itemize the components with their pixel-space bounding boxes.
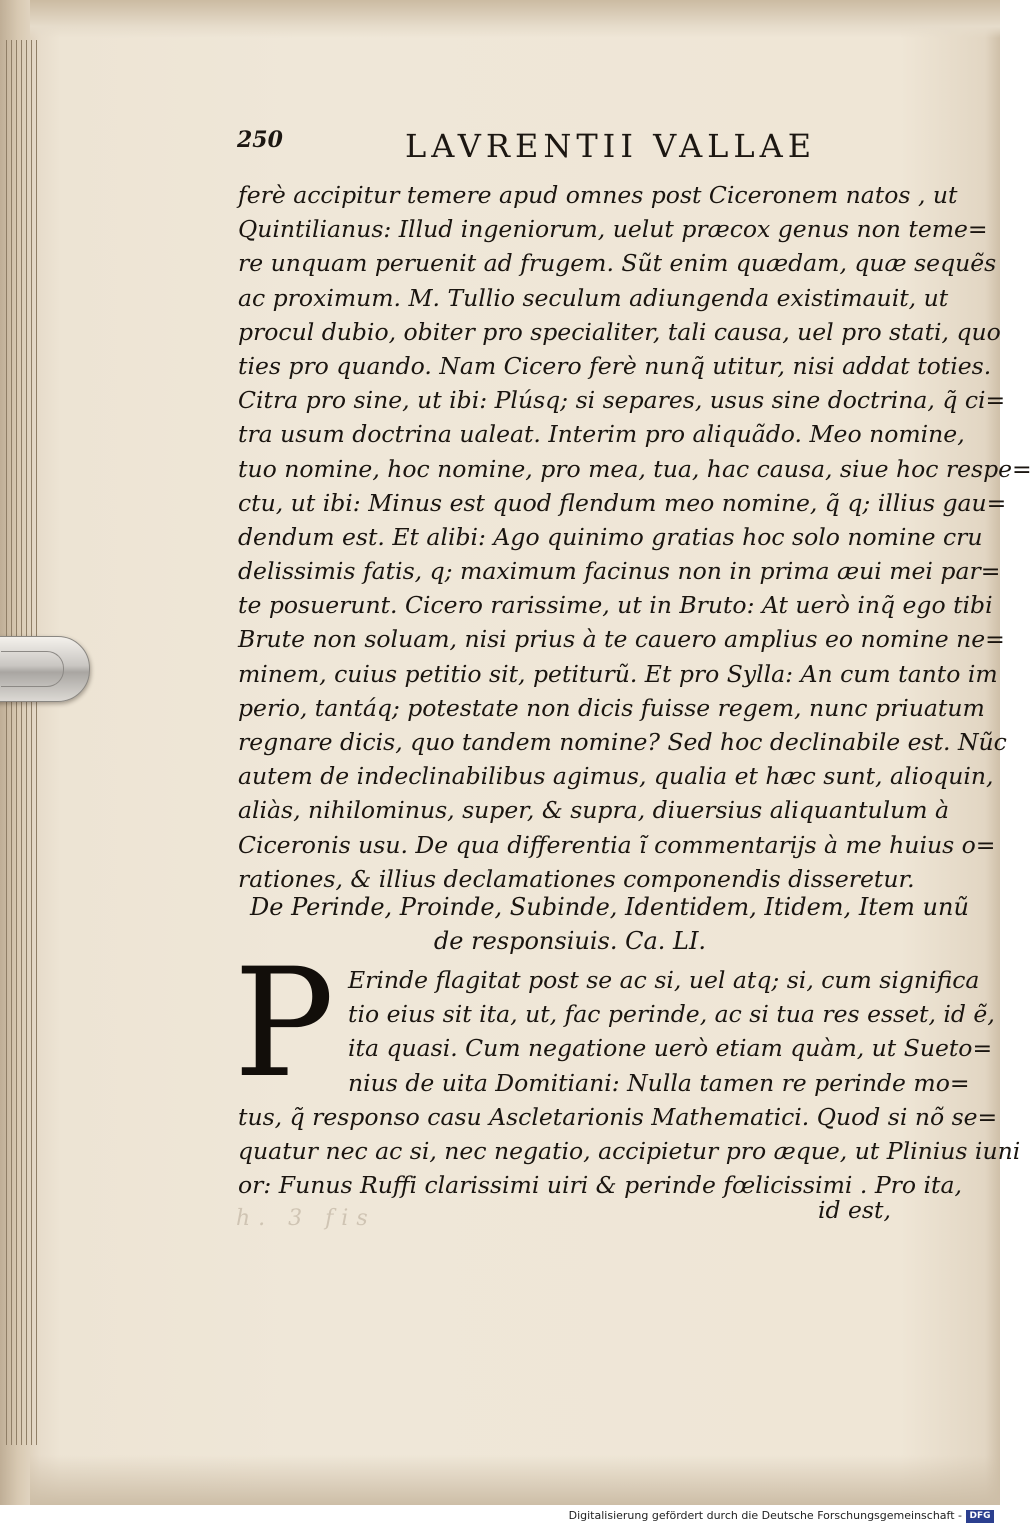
catchword: id est,	[818, 1196, 891, 1224]
text-line: re unquam peruenit ad frugem. Sũt enim quædam, quæ sequẽs	[238, 249, 997, 278]
paper-clip	[0, 636, 90, 702]
text-line: procul dubio, obiter pro specialiter, tali causa, uel pro stati, quo	[238, 317, 1001, 346]
running-head: LAVRENTII VALLAE	[405, 127, 817, 165]
bottom-shadow	[30, 1455, 1000, 1505]
text-line: delissimis fatis, q; maximum facinus non in prima æui mei par=	[238, 557, 1001, 586]
text-line: ac proximum. M. Tullio seculum adiungenda existimauit, ut	[238, 283, 949, 312]
text-line: ctu, ut ibi: Minus est quod flendum meo nomine, q̃ q; illius gau=	[238, 488, 1007, 517]
dfg-logo: DFG	[966, 1510, 994, 1523]
page-number: 250	[237, 127, 283, 153]
text-line: tus, q̃ responso casu Ascletarionis Mathematici. Quod si nõ se=	[238, 1102, 998, 1131]
drop-cap-initial: P	[233, 937, 335, 1111]
top-shadow	[30, 0, 1000, 38]
text-line: rationes, & illius declamationes componendis disseretur.	[238, 864, 915, 893]
text-line: Brute non soluam, nisi prius à te cauero amplius eo nomine ne=	[238, 625, 1005, 654]
text-line: tuo nomine, hoc nomine, pro mea, tua, hac causa, siue hoc respe=	[238, 454, 1032, 483]
body-text	[238, 178, 1032, 896]
text-line: minem, cuius petitio sit, petiturũ. Et pro Sylla: An cum tanto im	[238, 659, 998, 688]
text-line: regnare dicis, quo tandem nomine? Sed hoc declinabile est. Nũc	[238, 728, 1007, 756]
text-line: tra usum doctrina ualeat. Interim pro aliquãdo. Meo nomine,	[238, 420, 965, 449]
text-line: nius de uita Domitiani: Nulla tamen re perinde mo=	[348, 1068, 970, 1097]
text-line: te posuerunt. Cicero rarissime, ut in Bruto: At uerò inq̃ ego tibi	[238, 591, 993, 620]
chapter-text	[238, 963, 1021, 1202]
text-line: quatur nec ac si, nec negatio, accipietur pro æque, ut Plinius iuni	[238, 1136, 1021, 1165]
footer-bar	[0, 1505, 1000, 1529]
text-line: perio, tantáq; potestate non dicis fuisse regem, nunc priuatum	[238, 693, 985, 722]
text-line: Erinde flagitat post se ac si, uel atq; si, cum significa	[348, 966, 980, 994]
chapter-heading-line: De Perinde, Proinde, Subinde, Identidem, Itidem, Item unũ	[250, 893, 969, 921]
funding-notice: Digitalisierung gefördert durch die Deutsche Forschungsgemeinschaft -	[568, 1509, 962, 1522]
text-line: Ciceronis usu. De qua differentia ĩ commentarijs à me huius o=	[238, 830, 996, 859]
chapter-heading	[250, 890, 969, 958]
text-line: or: Funus Ruffi clarissimi uiri & perinde fœlicissimi . Pro ita,	[238, 1171, 962, 1200]
text-line: ties pro quando. Nam Cicero ferè nunq̃ utitur, nisi addat toties.	[238, 351, 992, 380]
faint-pencil-note: h. 3 fis	[236, 1206, 376, 1231]
text-line: ita quasi. Cum negatione uerò etiam quàm, ut Sueto=	[348, 1034, 993, 1063]
text-line: aliàs, nihilominus, super, & supra, diuersius aliquantulum à	[238, 796, 950, 825]
chapter-heading-line: de responsiuis. Ca. LI.	[433, 927, 707, 955]
text-line: Quintilianus: Illud ingeniorum, uelut præcox genus non teme=	[238, 215, 988, 244]
text-line: dendum est. Et alibi: Ago quinimo gratias hoc solo nomine cru	[238, 522, 983, 551]
page-edges	[0, 0, 50, 1505]
text-line: Citra pro sine, ut ibi: Plúsq; si separes, usus sine doctrina, q̃ ci=	[238, 386, 1006, 415]
text-line: tio eius sit ita, ut, fac perinde, ac si tua res esset, id ẽ,	[348, 1000, 995, 1029]
text-line: autem de indeclinabilibus agimus, qualia et hæc sunt, alioquin,	[238, 762, 994, 791]
text-line: ferè accipitur temere apud omnes post Ciceronem natos , ut	[238, 181, 958, 209]
